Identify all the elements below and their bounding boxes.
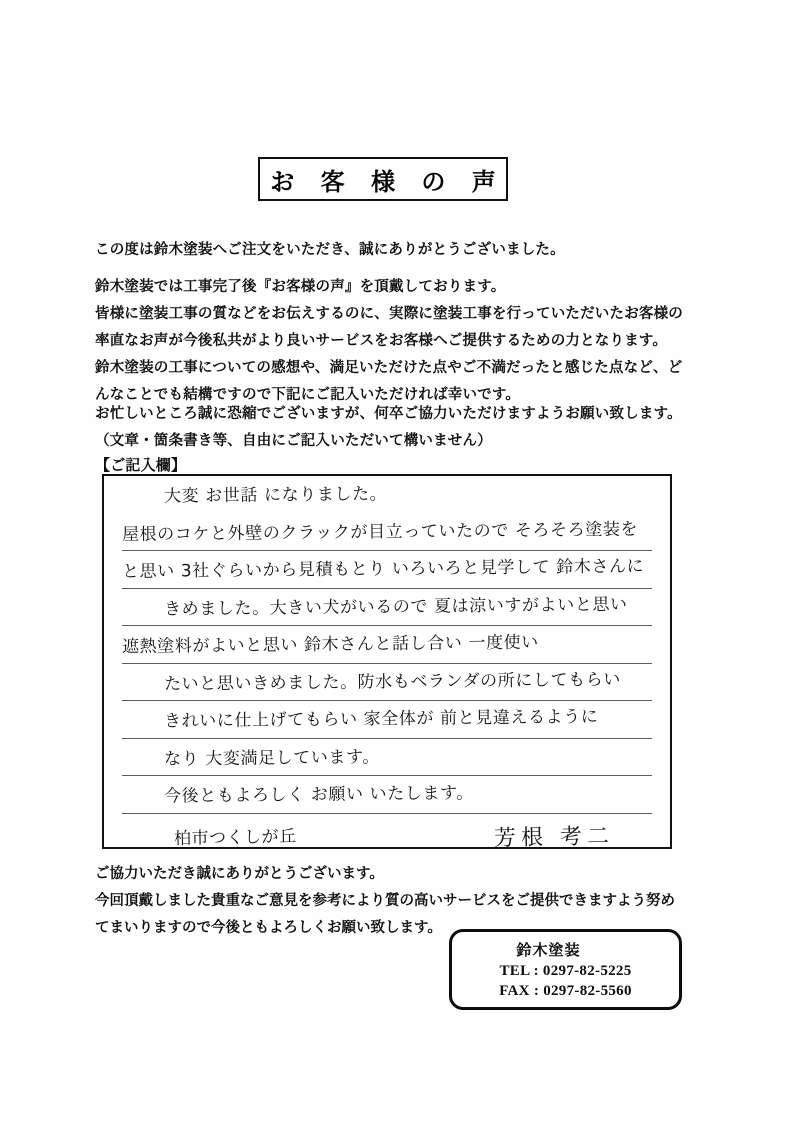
company-contact-box (449, 929, 682, 1010)
handwriting-row (122, 551, 652, 589)
handwriting-text: きれいに仕上げてもらい 家全体が 前と見違えるように (163, 707, 599, 732)
handwriting-entry-box (102, 474, 672, 852)
handwriting-text: と思い 3社ぐらいから見積もとり いろいろと見学して 鈴木さんに (121, 556, 645, 583)
paragraph-line: 皆様に塗装工事の質などをお伝えするのに、実際に塗装工事を行っていただいたお客様の (95, 305, 683, 322)
handwriting-row (122, 739, 652, 777)
handwriting-text: 大変 お世話 になりました。 (163, 484, 388, 507)
intro-text: この度は鈴木塗装へご注文をいただき、誠にありがとうございました。 (95, 241, 565, 258)
signature-address: 柏市つくしが丘 (173, 826, 297, 850)
closing-line: ご協力いただき誠にありがとうございます。 (95, 865, 384, 882)
paragraph-line: 鈴木塗装の工事についての感想や、満足いただけた点やご不満だったと感じた点など、ど (95, 359, 683, 376)
document-title-box (258, 157, 508, 201)
handwriting-text: なり 大変満足しています。 (163, 747, 380, 770)
handwriting-row (122, 514, 652, 552)
paragraph-line: んなことでも結構ですので下記にご記入いただければ幸いです。 (95, 386, 521, 403)
handwriting-row (122, 476, 652, 514)
handwriting-text: 今後ともよろしく お願い いたします。 (163, 783, 474, 807)
freeform-note: （文章・箇条書き等、自由にご記入いただいて構いません） (95, 432, 492, 449)
handwriting-text: 遮熱塗料がよいと思い 鈴木さんと話し合い 一度使い (121, 632, 539, 658)
company-fax: FAX : 0297-82-5560 (499, 983, 632, 999)
handwriting-row (122, 701, 652, 739)
intro-paragraph (95, 273, 715, 408)
entry-field-label: 【ご記入欄】 (95, 456, 187, 474)
handwriting-signature-row (122, 814, 652, 858)
closing-line: 今回頂戴しました貴重なご意見を参考により質の高いサービスをご提供できますよう努め (95, 892, 675, 909)
signature-name: 芳根 考二 (493, 824, 615, 852)
handwriting-text: たいと思いきめました。防水もベランダの所にしてもらい (163, 669, 622, 695)
paragraph-line: 鈴木塗装では工事完了後『お客様の声』を頂戴しております。 (95, 278, 506, 295)
closing-line: てまいりますので今後ともよろしくお願い致します。 (95, 919, 442, 936)
company-telephone: TEL : 0297-82-5225 (499, 963, 632, 979)
handwriting-row (122, 589, 652, 627)
company-name: 鈴木塗装 (516, 941, 581, 959)
handwriting-row (122, 776, 652, 814)
handwriting-text: きめました。大きい犬がいるので 夏は涼いすがよいと思い (163, 594, 628, 620)
handwriting-lines (104, 476, 670, 852)
handwriting-row (122, 664, 652, 702)
paragraph-line: 率直なお声が今後私共がより良いサービスをお客様へご提供するための力となります。 (95, 332, 668, 349)
page-title: お 客 様 の 声 (270, 166, 505, 196)
request-notice: お忙しいところ誠に恐縮でございますが、何卒ご協力いただけますようお願い致します。 (95, 405, 682, 422)
handwriting-text: 屋根のコケと外壁のクラックが目立っていたので そろそろ塗装を (121, 519, 639, 545)
handwriting-row (122, 626, 652, 664)
